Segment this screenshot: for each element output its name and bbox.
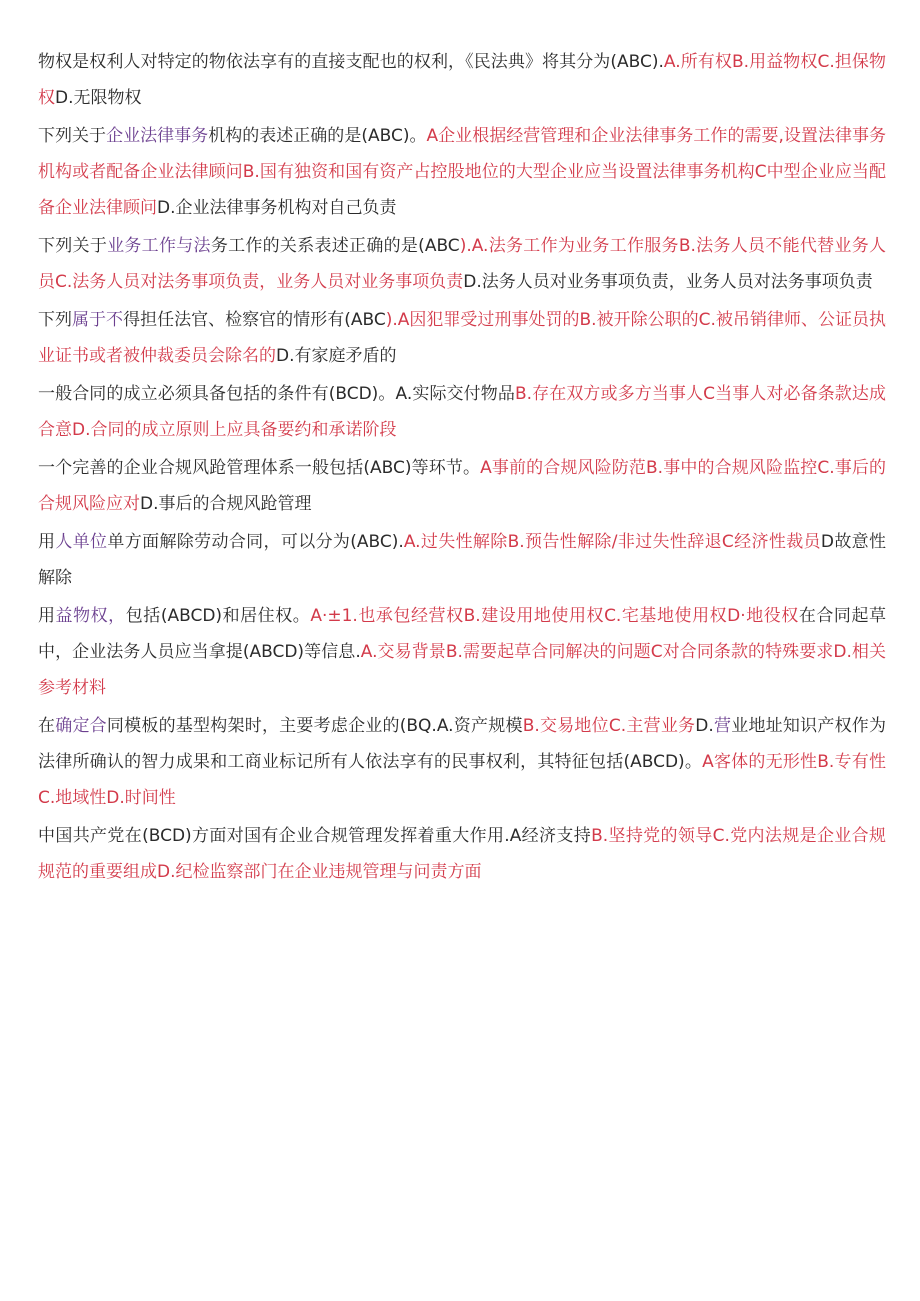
question-text: 下列关于 <box>38 126 107 146</box>
highlighted-text: 业务工作与法 <box>107 236 211 256</box>
option-text: D.事后的合规风跄管理 <box>140 494 312 514</box>
question-paragraph-6 <box>38 450 886 522</box>
answer-text: A.所有权B.用益物权C.担保物权 <box>38 52 886 108</box>
question-text: 在 <box>38 716 56 736</box>
answer-text: A.交易背景B.需要起草合同解决的问题C对合同条款的特殊要求D.相关参考材料 <box>38 642 887 698</box>
question-text: 包括(ABCD)和居住权。 <box>125 606 311 626</box>
question-paragraph-4 <box>38 302 886 374</box>
highlighted-text: 营 <box>713 716 732 736</box>
answer-text: ).A.法务工作为业务工作服务B.法务人员不能代替业务人员C.法务人员对法务事项负责，业务人员对业务事项负责 <box>38 236 886 292</box>
option-text: D. <box>695 716 714 736</box>
answer-text: B.交易地位C.主营业务 <box>522 716 696 736</box>
answer-text: A.过失性解除B.预告性解除/非过失性辞退C经济性裁员 <box>403 532 821 552</box>
option-text: D故意性解除 <box>38 532 887 588</box>
question-paragraph-2 <box>38 118 886 226</box>
question-text: 务工作的关系表述正确的是(ABC <box>210 236 460 256</box>
question-text: 得担任法官、检察官的情形有(ABC <box>123 310 386 330</box>
question-text: 用 <box>38 606 56 626</box>
question-text: 单方面解除劳动合同，可以分为(ABC). <box>107 532 404 552</box>
question-text: 下列 <box>38 310 73 330</box>
question-paragraph-10 <box>38 818 886 890</box>
document-body <box>38 44 886 892</box>
question-paragraph-9 <box>38 708 886 816</box>
option-text: D.法务人员对业务事项负责，业务人员对法务事项负责 <box>463 272 873 292</box>
question-text: 机构的表述正确的是(ABC)。 <box>208 126 427 146</box>
question-text: 在合同起草中，企业法务人员应当拿提(ABCD)等信息. <box>38 606 887 662</box>
answer-text: A·±1.也承包经营权B.建设用地使用权C.宅基地使用权D·地役权 <box>310 606 799 626</box>
option-text: D.企业法律事务机构对自己负责 <box>157 198 397 218</box>
question-text: 物权是权利人对特定的物依法享有的直接支配也的权利，《民法典》将其分为(ABC). <box>38 52 664 72</box>
question-paragraph-7 <box>38 524 886 596</box>
question-text: 同模板的基型构架时，主要考虑企业的(BQ.A.资产规模 <box>106 716 523 736</box>
question-paragraph-1 <box>38 44 886 116</box>
answer-text: ).A因犯罪受过刑事处罚的B.被开除公职的C.被吊销律师、公证员执业证书或者被仲裁委员会除名的 <box>38 310 887 366</box>
question-text: 一个完善的企业合规风跄管理体系一般包括(ABC)等环节。 <box>38 458 481 478</box>
question-paragraph-8 <box>38 598 886 706</box>
question-text: 下列关于 <box>38 236 108 256</box>
question-paragraph-3 <box>38 228 886 300</box>
question-text: 中国共产党在(BCD)方面对国有企业合规管理发挥着重大作用.A经济支持 <box>38 826 592 846</box>
highlighted-text: 人单位 <box>55 532 108 552</box>
answer-text: A企业根据经营管理和企业法律事务工作的需要,设置法律事务机构或者配备企业法律顾问B.国有独资和国有资产占控股地位的大型企业应当设置法律事务机构C中型企业应当配备企业法律顾问 <box>38 126 887 218</box>
question-paragraph-5 <box>38 376 886 448</box>
question-text: 一般合同的成立必须具备包括的条件有(BCD)。A.实际交付物品 <box>38 384 515 404</box>
option-text: D.有家庭矛盾的 <box>276 346 397 366</box>
question-text: 用 <box>38 532 56 552</box>
option-text: D.无限物权 <box>55 88 142 108</box>
highlighted-text: 确定合 <box>55 716 107 736</box>
highlighted-text: 企业法律事务 <box>106 126 209 146</box>
answer-text: B.坚持党的领导C.党内法规是企业合规规范的重要组成D.纪检监察部门在企业违规管理与问责方面 <box>38 826 886 882</box>
highlighted-text: 属于不 <box>72 310 124 330</box>
answer-text: A事前的合规风险防范B.事中的合规风险监控C.事后的合规风险应对 <box>38 458 886 514</box>
answer-text: B.存在双方或多方当事人C当事人对必备条款达成合意D.合同的成立原则上应具备要约和承诺阶段 <box>38 384 887 440</box>
answer-text: A客体的无形性B.专有性C.地域性D.时间性 <box>38 752 886 808</box>
question-text: 业地址知识产权作为法律所确认的智力成果和工商业标记所有人依法享有的民事权利，其特征包括(ABCD)。 <box>38 716 887 772</box>
highlighted-text: 益物权， <box>55 606 126 626</box>
